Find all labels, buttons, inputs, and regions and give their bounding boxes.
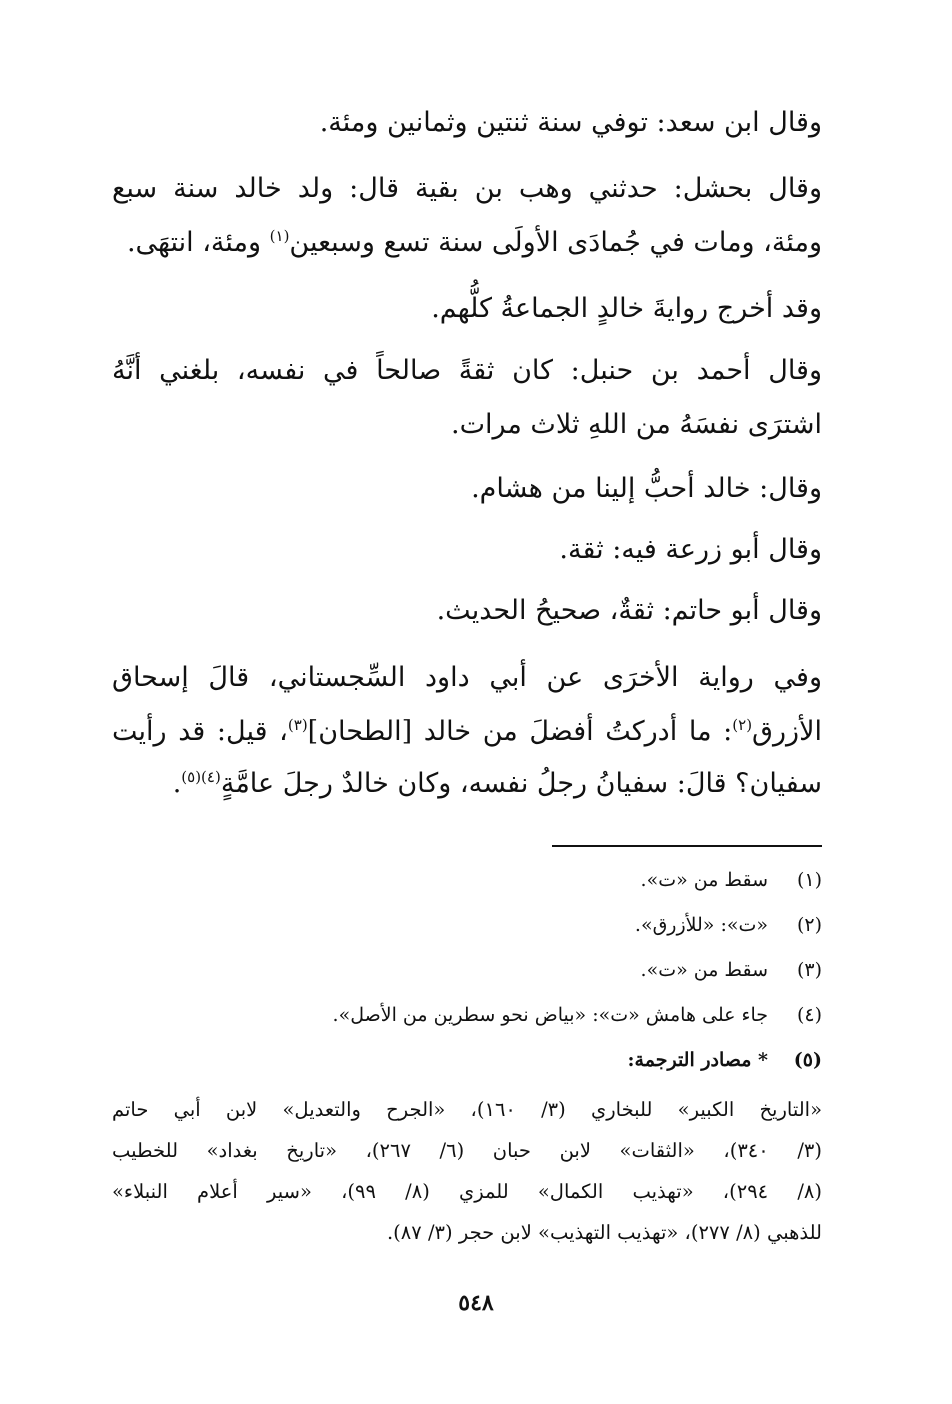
footnote-1-text: سقط من «ت». <box>640 869 768 891</box>
footnote-1-number: (١) <box>796 869 822 891</box>
body-line-10: وفي رواية الأخرَى عن أبي داود السِّجستاني، قالَ إسحاق <box>112 662 822 693</box>
footnote-separator <box>552 845 822 847</box>
footnote-4-number: (٤) <box>796 1004 822 1026</box>
body-line-11 <box>112 713 822 751</box>
footnote-4-text: جاء على هامش «ت»: «بياض نحو سطرين من الأصل». <box>332 1004 768 1026</box>
body-line-3-tail: ومئة، انتهَى. <box>126 227 270 258</box>
body-line-8: وقال أبو زرعة فيه: ثقة. <box>559 534 822 565</box>
body-line-7: وقال: خالد أحبُّ إلينا من هشام. <box>471 473 822 504</box>
body-line-2: وقال بحشل: حدثني وهب بن بقية قال: ولد خالد سنة سبع <box>112 173 822 204</box>
footnote-5 <box>112 1045 822 1075</box>
body-line-1: وقال ابن سعد: توفي سنة ثنتين وثمانين ومئة. <box>319 107 822 138</box>
footnote-4 <box>112 1000 822 1030</box>
footnote-3-text: سقط من «ت». <box>640 959 768 981</box>
footnote-ref-2[interactable]: (٢) <box>732 716 753 734</box>
body-line-11-head: الأزرق <box>752 716 822 747</box>
body-line-11-tail: ، قيل: قد رأيت <box>112 716 288 747</box>
footnote-1 <box>112 865 822 895</box>
body-line-12 <box>112 765 822 803</box>
body-line-3-text: ومئة، ومات في جُمادَى الأولَى سنة تسع وسبعين <box>289 227 822 258</box>
sources-line-2: (٣/ ٣٤٠)، «الثقات» لابن حبان (٦/ ٢٦٧)، «تاريخ بغداد» للخطيب <box>112 1139 822 1162</box>
body-line-3 <box>112 224 822 262</box>
body-line-6: اشترَى نفسَهُ من اللهِ ثلاث مرات. <box>450 409 822 440</box>
footnote-5-number: (٥) <box>793 1049 822 1071</box>
body-line-9: وقال أبو حاتم: ثقةٌ، صحيحُ الحديث. <box>436 595 822 626</box>
page-number: ٥٤٨ <box>458 1290 494 1316</box>
sources-line-1: «التاريخ الكبير» للبخاري (٣/ ١٦٠)، «الجرح والتعديل» لابن أبي حاتم <box>112 1098 822 1121</box>
footnote-3 <box>112 955 822 985</box>
body-line-5: وقال أحمد بن حنبل: كان ثقةً صالحاً في نفسه، بلغني أنَّهُ <box>112 355 822 386</box>
body-line-12-text: سفيان؟ قالَ: سفيانُ رجلُ نفسه، وكان خالدٌ رجلَ عامَّةٍ <box>220 768 822 799</box>
body-line-12-tail: . <box>172 768 182 799</box>
body-line-4: وقد أخرج روايةَ خالدٍ الجماعةُ كلُّهم. <box>431 293 822 324</box>
footnote-ref-3[interactable]: (٣) <box>287 716 308 734</box>
footnote-ref-4-5[interactable]: (٤)(٥) <box>181 768 221 786</box>
body-line-11-mid: : ما أدركتُ أفضلَ من خالد [الطحان] <box>307 716 733 747</box>
footnote-2-number: (٢) <box>796 914 822 936</box>
sources-line-3: (٨/ ٢٩٤)، «تهذيب الكمال» للمزي (٨/ ٩٩)، «سير أعلام النبلاء» <box>112 1180 822 1203</box>
footnote-3-number: (٣) <box>796 959 822 981</box>
footnote-2 <box>112 910 822 940</box>
footnote-ref-1[interactable]: (١) <box>269 227 290 245</box>
footnote-5-heading: * مصادر الترجمة: <box>627 1049 768 1071</box>
footnote-2-text: «ت»: «للأزرق». <box>634 914 768 936</box>
sources-line-4: للذهبي (٨/ ٢٧٧)، «تهذيب التهذيب» لابن حجر (٣/ ٨٧). <box>386 1221 822 1244</box>
